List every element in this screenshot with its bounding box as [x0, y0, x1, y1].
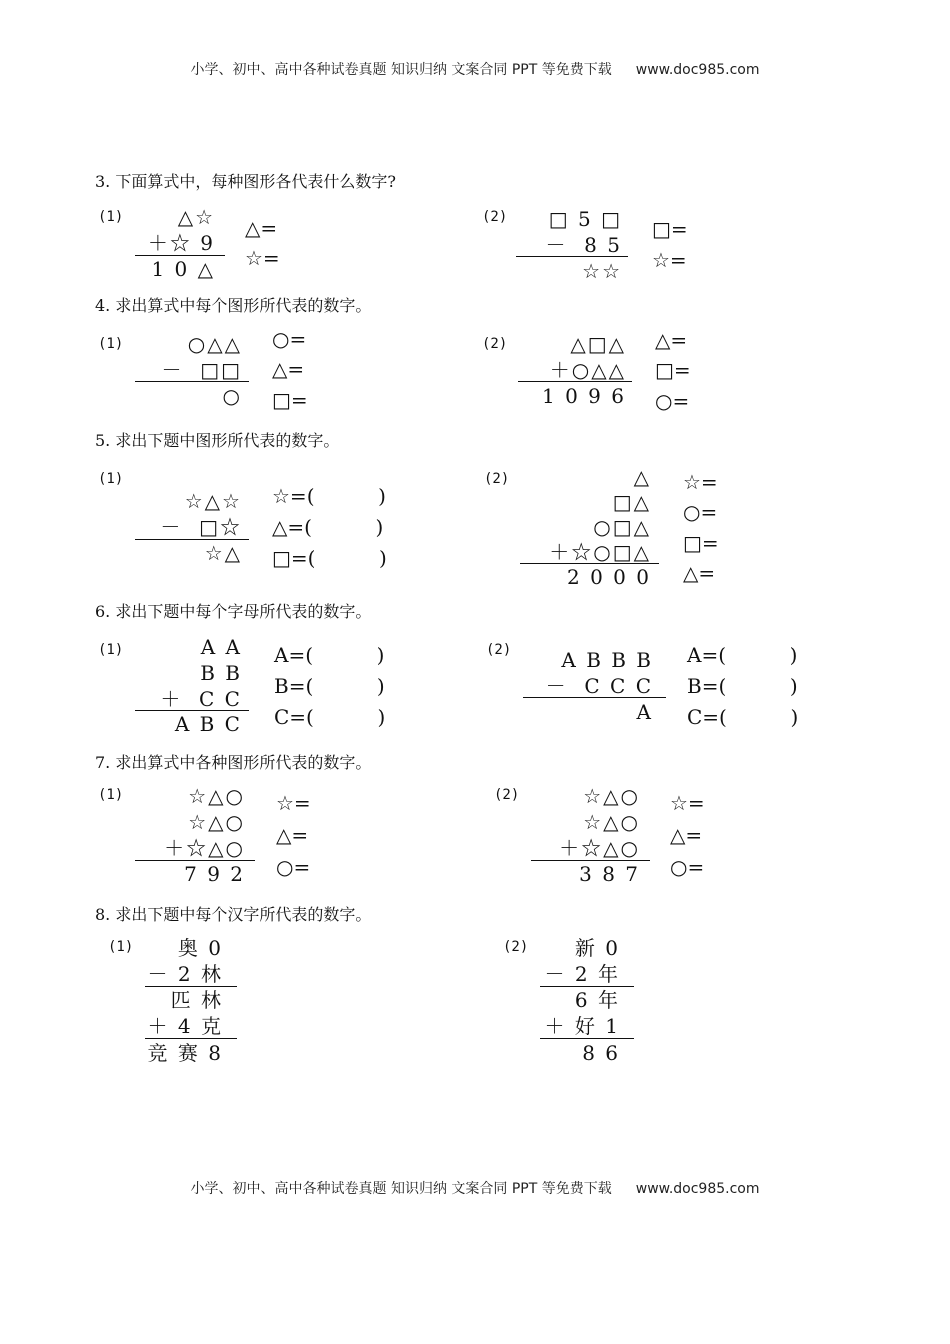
q8-p2-row: ＋ 好 1: [544, 1014, 620, 1038]
footer-banner: [0, 1178, 950, 1198]
q4-p1-row: － □□: [161, 358, 242, 382]
q3-p2-row: － 8 5: [545, 233, 622, 257]
q4-part2-tag: (2): [482, 336, 508, 352]
q7-p2-answer: ☆=: [670, 791, 705, 815]
q7-part1-tag: (1): [98, 787, 124, 803]
q6-p1-answer: A=( ): [274, 643, 385, 667]
q6-p1-answer: B=( ): [274, 674, 385, 698]
q7-p1-row: ☆△○: [188, 784, 245, 808]
q5-p2-row: □△: [612, 490, 651, 514]
q7-p1-answer: △=: [276, 823, 309, 847]
q3-p1-answer: ☆=: [245, 246, 280, 270]
q8-p1-rule: [145, 1038, 237, 1039]
q7-p1-row: 7 9 2: [184, 862, 245, 886]
q3-part1-tag: (1): [98, 209, 124, 225]
q4-p1-answer: □=: [272, 388, 308, 412]
q6-p1-row: A B C: [174, 712, 242, 736]
q4-p2-rule: [518, 381, 632, 382]
q4-p2-row: ＋○△△: [549, 358, 626, 382]
q7-p1-row: ＋☆△○: [164, 836, 245, 860]
q5-p2-row: △: [633, 465, 651, 489]
q8-part1-tag: (1): [108, 939, 134, 955]
q3-p1-row: 1 0 △: [151, 257, 215, 281]
q8-p1-row: 竞 赛 8: [147, 1041, 223, 1065]
q6-part1-tag: (1): [98, 642, 124, 658]
q6-p2-row: A B B B: [561, 648, 653, 672]
question-3-title: 3. 下面算式中，每种图形各代表什么数字?: [95, 172, 396, 191]
q5-p1-answer: △=( ): [272, 515, 384, 539]
q3-p2-answer: ☆=: [652, 248, 687, 272]
q6-p1-row: ＋ C C: [160, 687, 242, 711]
q8-part2-tag: (2): [503, 939, 529, 955]
question-4-title: 4. 求出算式中每个图形所代表的数字。: [95, 296, 372, 315]
banner-text: 小学、初中、高中各种试卷真题 知识归纳 文案合同 PPT 等免费下载: [190, 1181, 612, 1197]
q5-p2-answer: ○=: [683, 500, 718, 524]
q8-p2-row: 6 年: [574, 988, 620, 1012]
header-banner: [0, 59, 950, 79]
q5-p1-row: － □☆: [160, 515, 242, 539]
q5-p2-row: 2 0 0 0: [567, 565, 651, 589]
q8-p2-rule: [540, 1038, 634, 1039]
q5-p2-answer: ☆=: [683, 470, 718, 494]
q7-p1-answer: ☆=: [276, 791, 311, 815]
q4-p1-row: ○△△: [187, 332, 242, 356]
q5-p2-answer: △=: [683, 561, 716, 585]
q4-p1-answer: △=: [272, 357, 305, 381]
q4-part1-tag: (1): [98, 336, 124, 352]
q6-p1-answer: C=( ): [274, 705, 386, 729]
q6-p1-row: A A: [200, 635, 242, 659]
q8-p1-row: 奥 0: [177, 936, 223, 960]
q5-p2-row: ○□△: [593, 515, 651, 539]
banner-text: 小学、初中、高中各种试卷真题 知识归纳 文案合同 PPT 等免费下载: [190, 62, 612, 78]
q3-p2-answer: □=: [652, 217, 688, 241]
q7-p1-answer: ○=: [276, 855, 311, 879]
q7-p2-row: ☆△○: [583, 784, 640, 808]
q5-p1-answer: □=( ): [272, 546, 387, 570]
q3-p2-row: ☆☆: [582, 259, 622, 283]
q5-p1-answer: ☆=( ): [272, 484, 386, 508]
q5-p1-row: ☆△: [204, 541, 242, 565]
q4-p2-answer: △=: [655, 328, 688, 352]
q6-p2-answer: B=( ): [687, 674, 798, 698]
q8-p2-row: － 2 年: [544, 962, 620, 986]
q4-p2-row: 1 0 9 6: [542, 384, 626, 408]
q6-part2-tag: (2): [486, 642, 512, 658]
q4-p1-answer: ○=: [272, 327, 307, 351]
q3-p1-row: ＋☆ 9: [147, 231, 215, 255]
q7-part2-tag: (2): [494, 787, 520, 803]
q4-p2-answer: □=: [655, 358, 691, 382]
question-6-title: 6. 求出下题中每个字母所代表的数字。: [95, 602, 372, 621]
q7-p2-row: ☆△○: [583, 810, 640, 834]
q5-part2-tag: (2): [484, 471, 510, 487]
banner-site: www.doc985.com: [635, 1181, 760, 1197]
question-5-title: 5. 求出下题中图形所代表的数字。: [95, 431, 340, 450]
q5-part1-tag: (1): [98, 471, 124, 487]
q6-p2-row: － C C C: [545, 674, 653, 698]
q6-p2-row: A: [636, 700, 653, 724]
q7-p2-row: ＋☆△○: [559, 836, 640, 860]
q3-p2-rule: [516, 256, 628, 257]
q4-p1-row: ○: [222, 384, 242, 408]
q6-p2-answer: C=( ): [687, 705, 799, 729]
q8-p2-row: 新 0: [574, 936, 620, 960]
q3-p1-answer: △=: [245, 216, 278, 240]
q4-p2-answer: ○=: [655, 389, 690, 413]
q4-p2-row: △□△: [570, 332, 626, 356]
q8-p2-row: 8 6: [582, 1041, 620, 1065]
q7-p2-row: 3 8 7: [579, 862, 640, 886]
question-7-title: 7. 求出算式中各种图形所代表的数字。: [95, 753, 372, 772]
q7-p1-row: ☆△○: [188, 810, 245, 834]
banner-site: www.doc985.com: [635, 62, 760, 78]
q8-p1-row: 匹 林: [170, 988, 223, 1012]
q3-p1-row: △☆: [177, 205, 215, 229]
q6-p1-row: B B: [200, 661, 242, 685]
q5-p2-answer: □=: [683, 531, 719, 555]
q3-p2-row: □ 5 □: [548, 207, 622, 231]
q6-p2-answer: A=( ): [687, 643, 798, 667]
q3-part2-tag: (2): [482, 209, 508, 225]
q7-p2-answer: △=: [670, 823, 703, 847]
q7-p2-answer: ○=: [670, 855, 705, 879]
q8-p1-row: ＋ 4 克: [147, 1014, 223, 1038]
question-8-title: 8. 求出下题中每个汉字所代表的数字。: [95, 905, 372, 924]
q4-p1-rule: [135, 381, 249, 382]
q5-p2-row: ＋☆○□△: [549, 540, 651, 564]
q6-p2-rule: [523, 697, 666, 698]
q8-p1-row: － 2 林: [147, 962, 223, 986]
q5-p1-row: ☆△☆: [184, 489, 242, 513]
